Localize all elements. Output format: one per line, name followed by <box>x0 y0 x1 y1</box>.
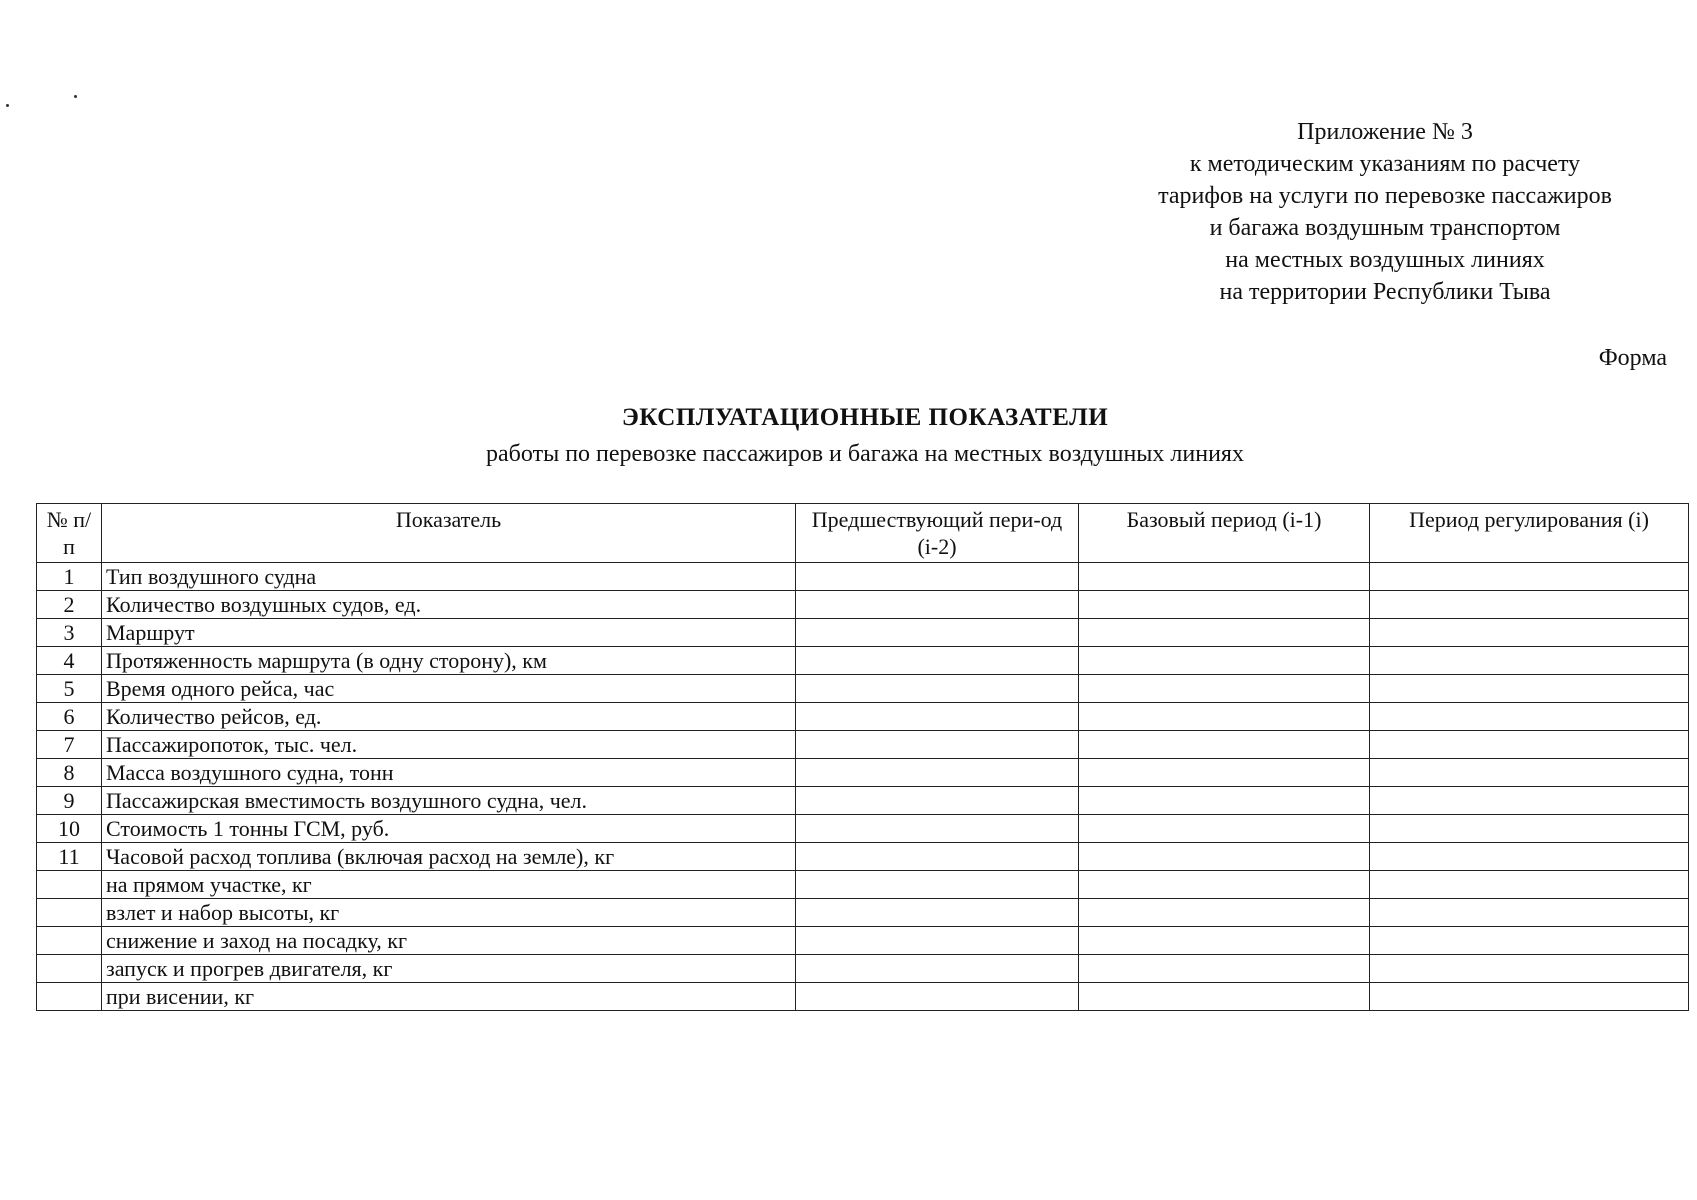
row-indicator: Пассажиропоток, тыс. чел. <box>102 731 796 759</box>
row-number: 1 <box>37 563 102 591</box>
scan-speck <box>74 95 77 98</box>
prev-period-cell[interactable] <box>796 871 1079 899</box>
row-number: 6 <box>37 703 102 731</box>
prev-period-cell[interactable] <box>796 955 1079 983</box>
base-period-cell[interactable] <box>1079 647 1370 675</box>
table-row <box>37 675 1689 703</box>
header-prev-period: Предшествующий пери-од (i-2) <box>796 504 1079 563</box>
header-num: № п/п <box>37 504 102 563</box>
prev-period-cell[interactable] <box>796 675 1079 703</box>
base-period-cell[interactable] <box>1079 983 1370 1011</box>
row-indicator: при висении, кг <box>102 983 796 1011</box>
prev-period-cell[interactable] <box>796 759 1079 787</box>
row-number: 7 <box>37 731 102 759</box>
prev-period-cell[interactable] <box>796 787 1079 815</box>
base-period-cell[interactable] <box>1079 703 1370 731</box>
reg-period-cell[interactable] <box>1370 983 1689 1011</box>
row-number: 11 <box>37 843 102 871</box>
reg-period-cell[interactable] <box>1370 955 1689 983</box>
form-label: Форма <box>1598 345 1667 371</box>
row-indicator: Протяженность маршрута (в одну сторону), км <box>102 647 796 675</box>
reg-period-cell[interactable] <box>1370 843 1689 871</box>
reg-period-cell[interactable] <box>1370 675 1689 703</box>
reg-period-cell[interactable] <box>1370 591 1689 619</box>
scan-speck <box>6 104 9 107</box>
row-number <box>37 955 102 983</box>
base-period-cell[interactable] <box>1079 619 1370 647</box>
prev-period-cell[interactable] <box>796 563 1079 591</box>
table-header-row <box>37 504 1689 563</box>
row-indicator: Время одного рейса, час <box>102 675 796 703</box>
row-number <box>37 927 102 955</box>
appendix-line: к методическим указаниям по расчету <box>1189 151 1581 177</box>
base-period-cell[interactable] <box>1079 759 1370 787</box>
reg-period-cell[interactable] <box>1370 731 1689 759</box>
table-row <box>37 563 1689 591</box>
base-period-cell[interactable] <box>1079 843 1370 871</box>
base-period-cell[interactable] <box>1079 787 1370 815</box>
header-base-period: Базовый период (i-1) <box>1079 504 1370 563</box>
reg-period-cell[interactable] <box>1370 619 1689 647</box>
table-row <box>37 731 1689 759</box>
row-indicator: Пассажирская вместимость воздушного судна, чел. <box>102 787 796 815</box>
document-subtitle: работы по перевозке пассажиров и багажа на местных воздушных линиях <box>486 441 1244 467</box>
base-period-cell[interactable] <box>1079 591 1370 619</box>
row-indicator: Масса воздушного судна, тонн <box>102 759 796 787</box>
table-row <box>37 927 1689 955</box>
table-row <box>37 759 1689 787</box>
reg-period-cell[interactable] <box>1370 563 1689 591</box>
table-row <box>37 787 1689 815</box>
appendix-line: Приложение № 3 <box>1297 119 1473 145</box>
row-number: 3 <box>37 619 102 647</box>
row-indicator: на прямом участке, кг <box>102 871 796 899</box>
appendix-line: и багажа воздушным транспортом <box>1209 215 1561 241</box>
appendix-line: на территории Республики Тыва <box>1219 279 1551 305</box>
table-row <box>37 619 1689 647</box>
row-indicator: запуск и прогрев двигателя, кг <box>102 955 796 983</box>
prev-period-cell[interactable] <box>796 815 1079 843</box>
base-period-cell[interactable] <box>1079 899 1370 927</box>
reg-period-cell[interactable] <box>1370 899 1689 927</box>
row-indicator: взлет и набор высоты, кг <box>102 899 796 927</box>
row-indicator: снижение и заход на посадку, кг <box>102 927 796 955</box>
base-period-cell[interactable] <box>1079 563 1370 591</box>
table-row <box>37 591 1689 619</box>
base-period-cell[interactable] <box>1079 815 1370 843</box>
row-number: 10 <box>37 815 102 843</box>
prev-period-cell[interactable] <box>796 983 1079 1011</box>
prev-period-cell[interactable] <box>796 927 1079 955</box>
prev-period-cell[interactable] <box>796 899 1079 927</box>
appendix-line: тарифов на услуги по перевозке пассажиров <box>1158 183 1612 209</box>
row-number: 5 <box>37 675 102 703</box>
reg-period-cell[interactable] <box>1370 927 1689 955</box>
row-indicator: Количество воздушных судов, ед. <box>102 591 796 619</box>
row-indicator: Количество рейсов, ед. <box>102 703 796 731</box>
row-number: 9 <box>37 787 102 815</box>
table-row <box>37 955 1689 983</box>
reg-period-cell[interactable] <box>1370 647 1689 675</box>
appendix-block <box>1115 116 1655 308</box>
base-period-cell[interactable] <box>1079 675 1370 703</box>
table-body <box>37 563 1689 1011</box>
prev-period-cell[interactable] <box>796 647 1079 675</box>
base-period-cell[interactable] <box>1079 927 1370 955</box>
reg-period-cell[interactable] <box>1370 815 1689 843</box>
row-indicator: Стоимость 1 тонны ГСМ, руб. <box>102 815 796 843</box>
prev-period-cell[interactable] <box>796 591 1079 619</box>
row-number <box>37 899 102 927</box>
table-row <box>37 815 1689 843</box>
prev-period-cell[interactable] <box>796 843 1079 871</box>
table-row <box>37 703 1689 731</box>
row-number: 8 <box>37 759 102 787</box>
row-number <box>37 983 102 1011</box>
reg-period-cell[interactable] <box>1370 871 1689 899</box>
base-period-cell[interactable] <box>1079 871 1370 899</box>
prev-period-cell[interactable] <box>796 731 1079 759</box>
base-period-cell[interactable] <box>1079 955 1370 983</box>
row-indicator: Часовой расход топлива (включая расход на земле), кг <box>102 843 796 871</box>
row-number <box>37 871 102 899</box>
document-title: ЭКСПЛУАТАЦИОННЫЕ ПОКАЗАТЕЛИ <box>621 404 1109 431</box>
prev-period-cell[interactable] <box>796 703 1079 731</box>
table-row <box>37 983 1689 1011</box>
row-number: 4 <box>37 647 102 675</box>
base-period-cell[interactable] <box>1079 731 1370 759</box>
table-row <box>37 871 1689 899</box>
table-row <box>37 647 1689 675</box>
header-indicator: Показатель <box>102 504 796 563</box>
table-row <box>37 899 1689 927</box>
reg-period-cell[interactable] <box>1370 703 1689 731</box>
appendix-line: на местных воздушных линиях <box>1225 247 1545 273</box>
header-reg-period: Период регулирования (i) <box>1370 504 1689 563</box>
reg-period-cell[interactable] <box>1370 759 1689 787</box>
row-indicator: Маршрут <box>102 619 796 647</box>
prev-period-cell[interactable] <box>796 619 1079 647</box>
row-indicator: Тип воздушного судна <box>102 563 796 591</box>
table-row <box>37 843 1689 871</box>
indicators-table <box>36 503 1689 1011</box>
row-number: 2 <box>37 591 102 619</box>
reg-period-cell[interactable] <box>1370 787 1689 815</box>
